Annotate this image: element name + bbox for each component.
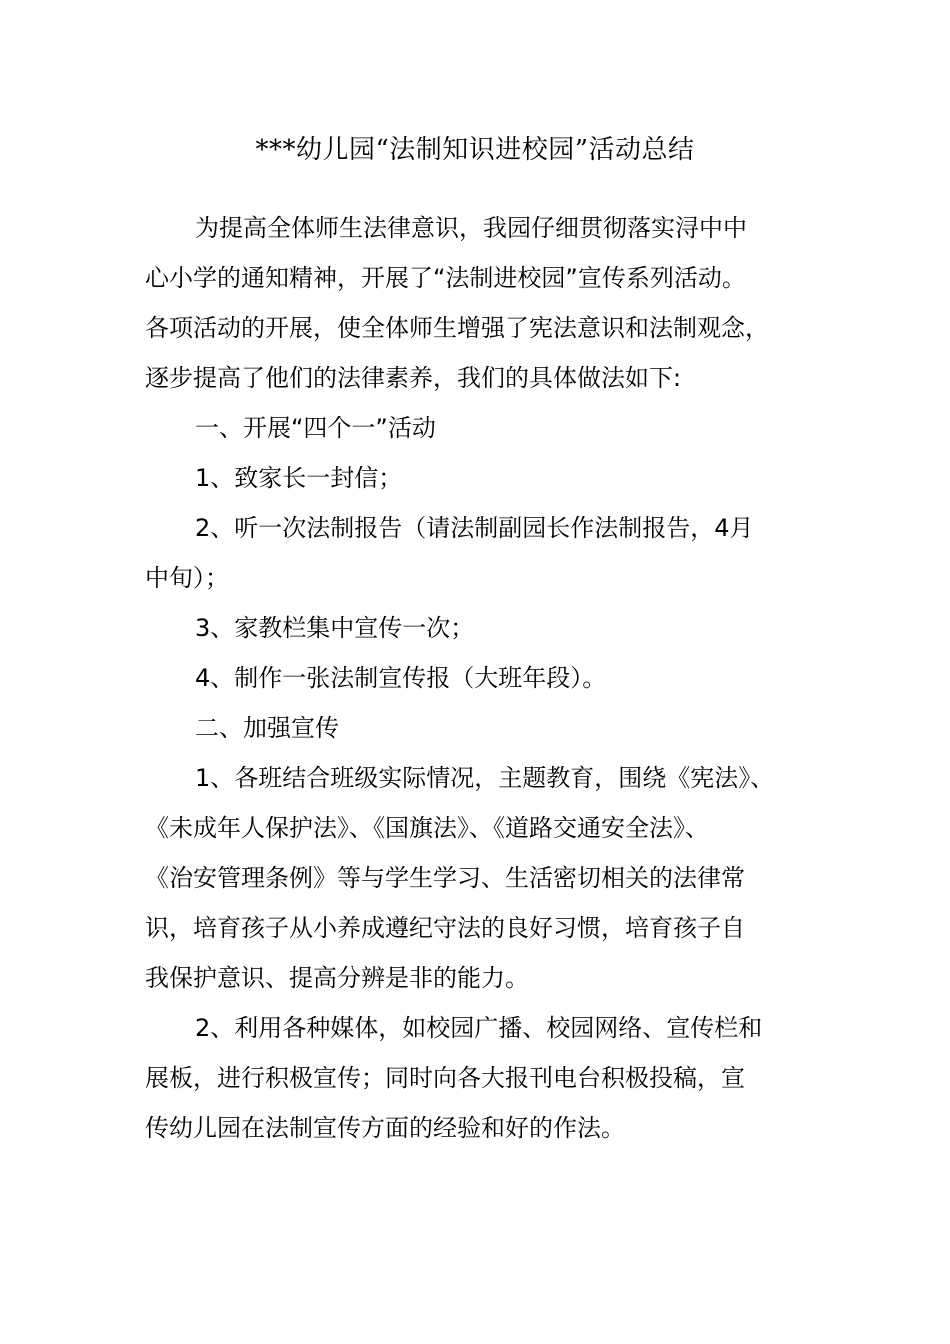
list-item: 1、致家长一封信； — [195, 464, 403, 492]
body-line: 逐步提高了他们的法律素养，我们的具体做法如下: — [145, 364, 682, 392]
section-heading: 一、开展“四个一”活动 — [195, 414, 436, 442]
list-item-continuation: 中旬）； — [145, 564, 229, 592]
list-item-continuation: 识，培育孩子从小养成遵纪守法的良好习惯，培育孩子自 — [145, 914, 745, 942]
document-body — [145, 203, 810, 1153]
document-title: ***幼儿园“法制知识进校园”活动总结 — [255, 135, 695, 165]
list-item-continuation: 传幼儿园在法制宣传方面的经验和好的作法。 — [145, 1114, 625, 1142]
list-item-continuation: 我保护意识、提高分辨是非的能力。 — [145, 964, 529, 992]
body-line: 各项活动的开展，使全体师生增强了宪法意识和法制观念， — [145, 314, 769, 342]
list-item-continuation: 展板，进行积极宣传；同时向各大报刊电台积极投稿，宣 — [145, 1064, 745, 1092]
body-line: 心小学的通知精神，开展了“法制进校园”宣传系列活动。 — [145, 264, 746, 292]
section-heading: 二、加强宣传 — [195, 714, 339, 742]
list-item: 1、各班结合班级实际情况，主题教育，围绕《宪法》、 — [195, 764, 775, 792]
list-item: 2、利用各种媒体，如校园广播、校园网络、宣传栏和 — [195, 1014, 763, 1042]
list-item-continuation: 《未成年人保护法》、《国旗法》、《道路交通安全法》、 — [145, 814, 709, 842]
list-item: 2、听一次法制报告（请法制副园长作法制报告，4月 — [195, 514, 754, 542]
list-item: 4、制作一张法制宣传报（大班年段）。 — [195, 664, 607, 692]
list-item: 3、家教栏集中宣传一次； — [195, 614, 475, 642]
list-item-continuation: 《治安管理条例》等与学生学习、生活密切相关的法律常 — [145, 864, 745, 892]
body-line: 为提高全体师生法律意识，我园仔细贯彻落实浔中中 — [195, 214, 747, 242]
